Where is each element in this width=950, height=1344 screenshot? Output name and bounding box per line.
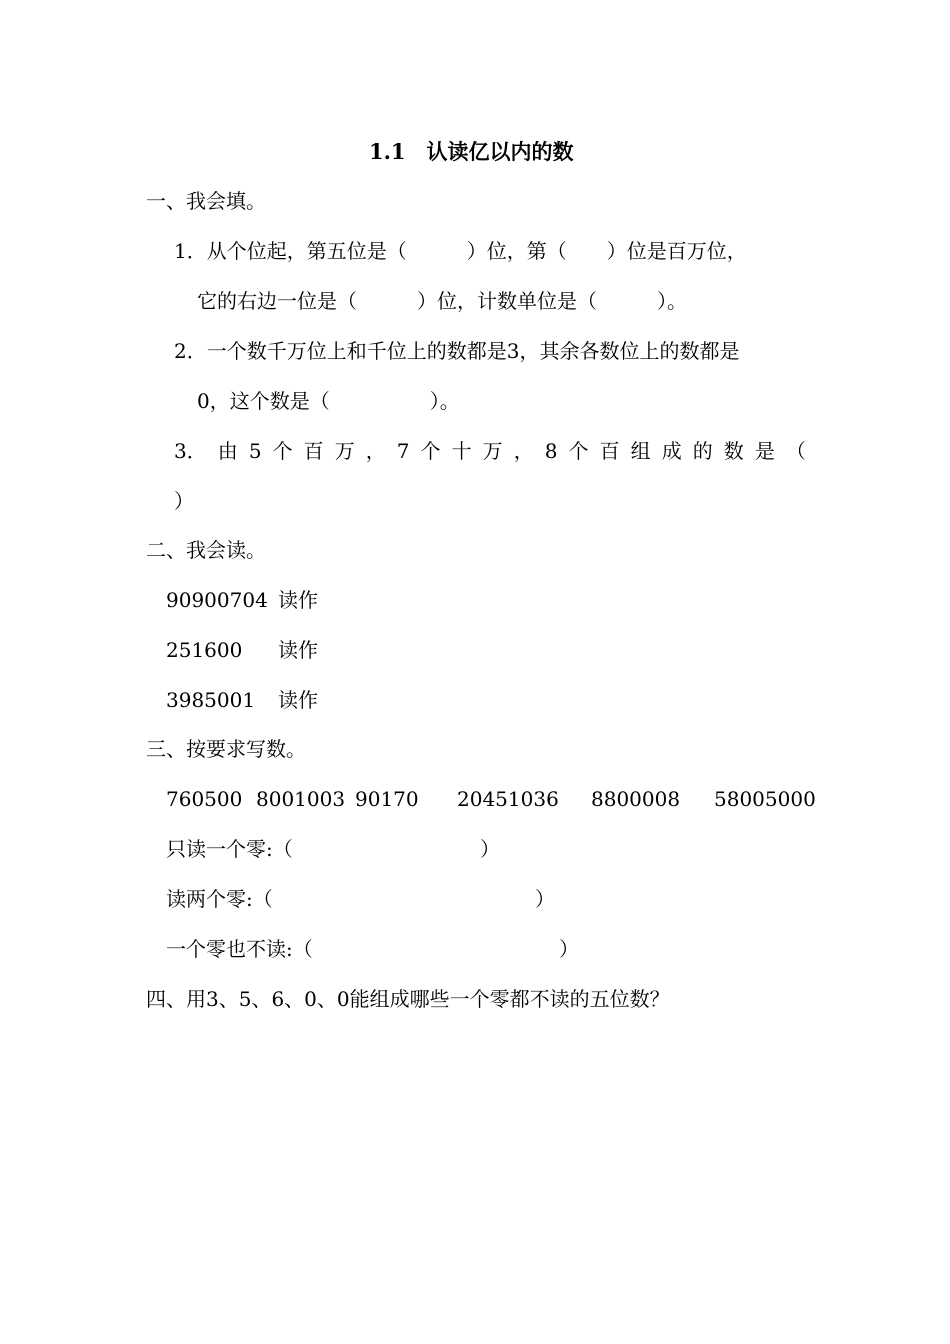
q3-token: 3．: [174, 439, 207, 463]
question-2-line-1: 2．一个数千万位上和千位上的数都是3，其余各数位上的数都是: [174, 339, 740, 363]
one-zero-label: 只读一个零:（: [166, 837, 293, 861]
two-zero-label: 读两个零:（: [166, 887, 273, 911]
section-4-heading: 四、用3、5、6、0、0能组成哪些一个零都不读的五位数？: [146, 987, 670, 1011]
number-item: 8001003: [256, 787, 346, 811]
section-2-heading: 二、我会读。: [146, 538, 266, 562]
number-item: 20451036: [457, 787, 559, 811]
q3-token: ，: [513, 439, 534, 463]
q3-token: 十: [451, 439, 472, 463]
q3-token: 个: [420, 439, 441, 463]
q3-token: 个: [568, 439, 589, 463]
q3-token: （: [785, 439, 806, 463]
question-1-line-1: 1．从个位起，第五位是（ ）位，第（ ）位是百万位，: [174, 239, 747, 263]
one-zero-close-paren: ）: [480, 837, 500, 861]
number-item: 90170: [355, 787, 419, 811]
read-item-label: 读作: [278, 588, 318, 612]
q3-token: 5: [248, 439, 262, 463]
no-zero-close-paren: ）: [559, 937, 579, 961]
number-item: 58005000: [714, 787, 816, 811]
q3-token: 是: [754, 439, 775, 463]
q3-token: ，: [365, 439, 386, 463]
read-item-number: 251600: [166, 638, 243, 662]
q3-token: 百: [599, 439, 620, 463]
q3-token: 万: [482, 439, 503, 463]
read-item-label: 读作: [278, 688, 318, 712]
read-item-label: 读作: [278, 638, 318, 662]
question-2-line-2: 0，这个数是（ ）。: [197, 389, 460, 413]
q3-token: 个: [272, 439, 293, 463]
q3-token: 数: [723, 439, 744, 463]
two-zero-close-paren: ）: [535, 887, 555, 911]
page-title: 1.1 认读亿以内的数: [369, 139, 574, 164]
q3-token: 组: [630, 439, 651, 463]
q3-token: 7: [396, 439, 410, 463]
q3-token: 的: [692, 439, 713, 463]
question-3-line-2: ）: [174, 489, 194, 513]
question-1-line-2: 它的右边一位是（ ）位，计数单位是（ ）。: [197, 289, 687, 313]
q3-token: 8: [544, 439, 558, 463]
read-item-number: 90900704: [166, 588, 268, 612]
q3-token: 成: [661, 439, 682, 463]
section-1-heading: 一、我会填。: [146, 189, 266, 213]
number-item: 8800008: [591, 787, 681, 811]
section-3-heading: 三、按要求写数。: [146, 737, 306, 761]
read-item-number: 3985001: [166, 688, 256, 712]
question-3-line-1: [174, 438, 806, 464]
q3-token: 万: [334, 439, 355, 463]
number-item: 760500: [166, 787, 243, 811]
q3-token: 百: [303, 439, 324, 463]
no-zero-label: 一个零也不读:（: [166, 937, 313, 961]
q3-token: 由: [217, 439, 238, 463]
